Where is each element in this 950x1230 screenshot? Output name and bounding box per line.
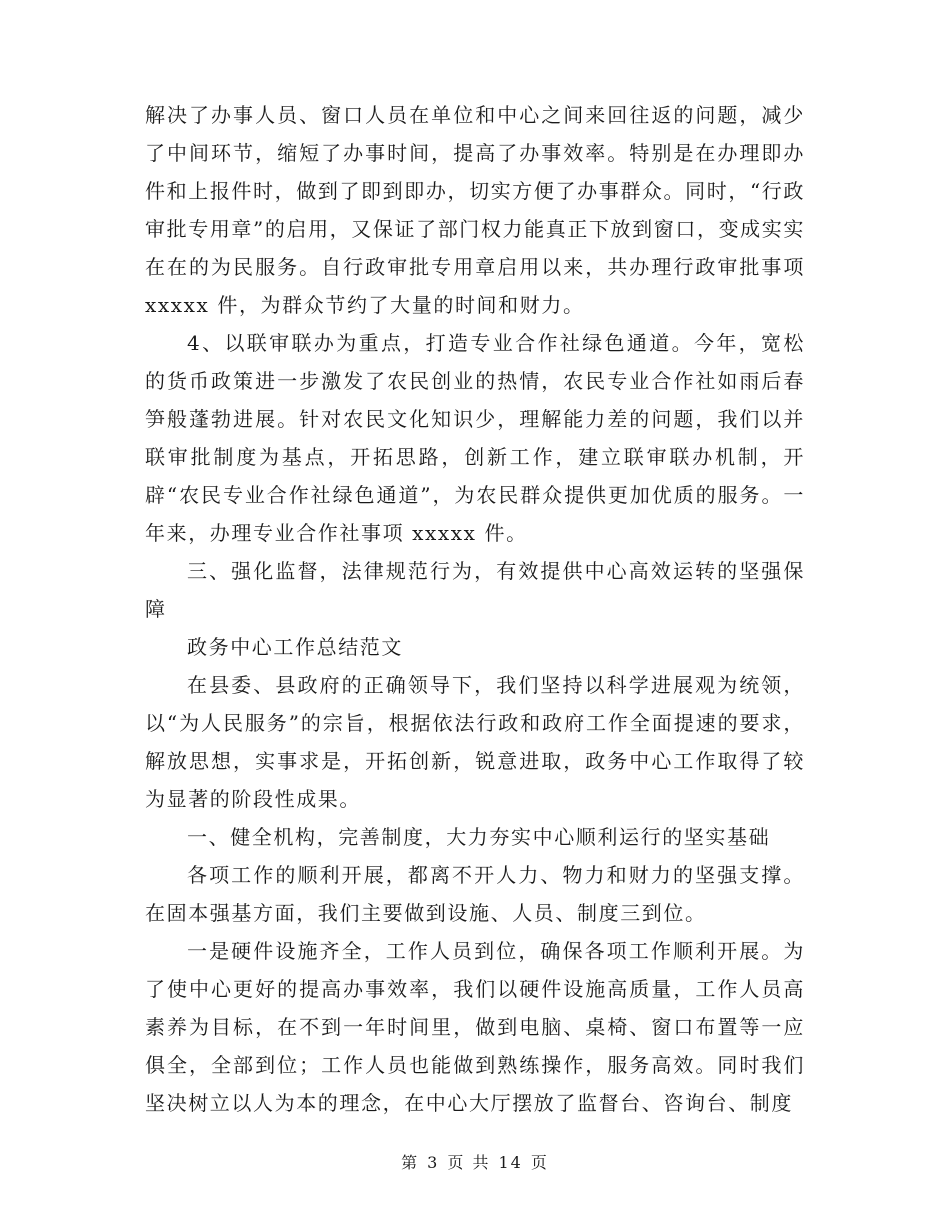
section-heading-1: 一、健全机构，完善制度，大力夯实中心顺利运行的坚实基础 bbox=[187, 825, 771, 849]
paragraph-hardware: 一是硬件设施齐全，工作人员到位，确保各项工作顺利开展。为了使中心更好的提高办事效率，我们以硬件设施高质量，工作人员高素养为目标，在不到一年时间里，做到电脑、桌椅、窗口布置等一应俱全，全部到位；工作人员也能做到熟练操作，服务高效。同时我们坚决树立以人为本的理念，在中心大厅摆放了监督台、咨询台、制度 bbox=[145, 939, 805, 1115]
footer-total-pages: 14 bbox=[498, 1153, 523, 1172]
paragraph-intro: 在县委、县政府的正确领导下，我们坚持以科学进展观为统领，以“为人民服务”的宗旨，根据依法行政和政府工作全面提速的要求，解放思想，实事求是，开拓创新，锐意进取，政务中心工作取得了较为显著的阶段性成果。 bbox=[145, 673, 805, 811]
document-title: 政务中心工作总结范文 bbox=[187, 635, 403, 659]
section-heading-3: 三、强化监督，法律规范行为，有效提供中心高效运转的坚强保障 bbox=[145, 559, 805, 621]
page-footer bbox=[0, 1150, 950, 1173]
footer-suffix: 页 bbox=[530, 1153, 549, 1172]
document-body bbox=[145, 96, 805, 1122]
footer-current-page: 3 bbox=[427, 1153, 440, 1172]
paragraph-item-4: 4、以联审联办为重点，打造专业合作社绿色通道。今年，宽松的货币政策进一步激发了农民创业的热情，农民专业合作社如雨后春笋般蓬勃进展。针对农民文化知识少，理解能力差的问题，我们以并联审批制度为基点，开拓思路，创新工作，建立联审联办机制，开辟“农民专业合作社绿色通道”，为农民群众提供更加优质的服务。一年来，办理专业合作社事项 xxxxx 件。 bbox=[145, 331, 805, 545]
paragraph-foundation: 各项工作的顺利开展，都离不开人力、物力和财力的坚强支撑。在固本强基方面，我们主要做到设施、人员、制度三到位。 bbox=[145, 863, 805, 925]
footer-middle: 页 共 bbox=[447, 1153, 491, 1172]
footer-prefix: 第 bbox=[401, 1153, 420, 1172]
paragraph-continuation: 解决了办事人员、窗口人员在单位和中心之间来回往返的问题，减少了中间环节，缩短了办事时间，提高了办事效率。特别是在办理即办件和上报件时，做到了即到即办，切实方便了办事群众。同时，“行政审批专用章”的启用，又保证了部门权力能真正下放到窗口，变成实实在在的为民服务。自行政审批专用章启用以来，共办理行政审批事项 xxxxx 件，为群众节约了大量的时间和财力。 bbox=[145, 103, 805, 317]
